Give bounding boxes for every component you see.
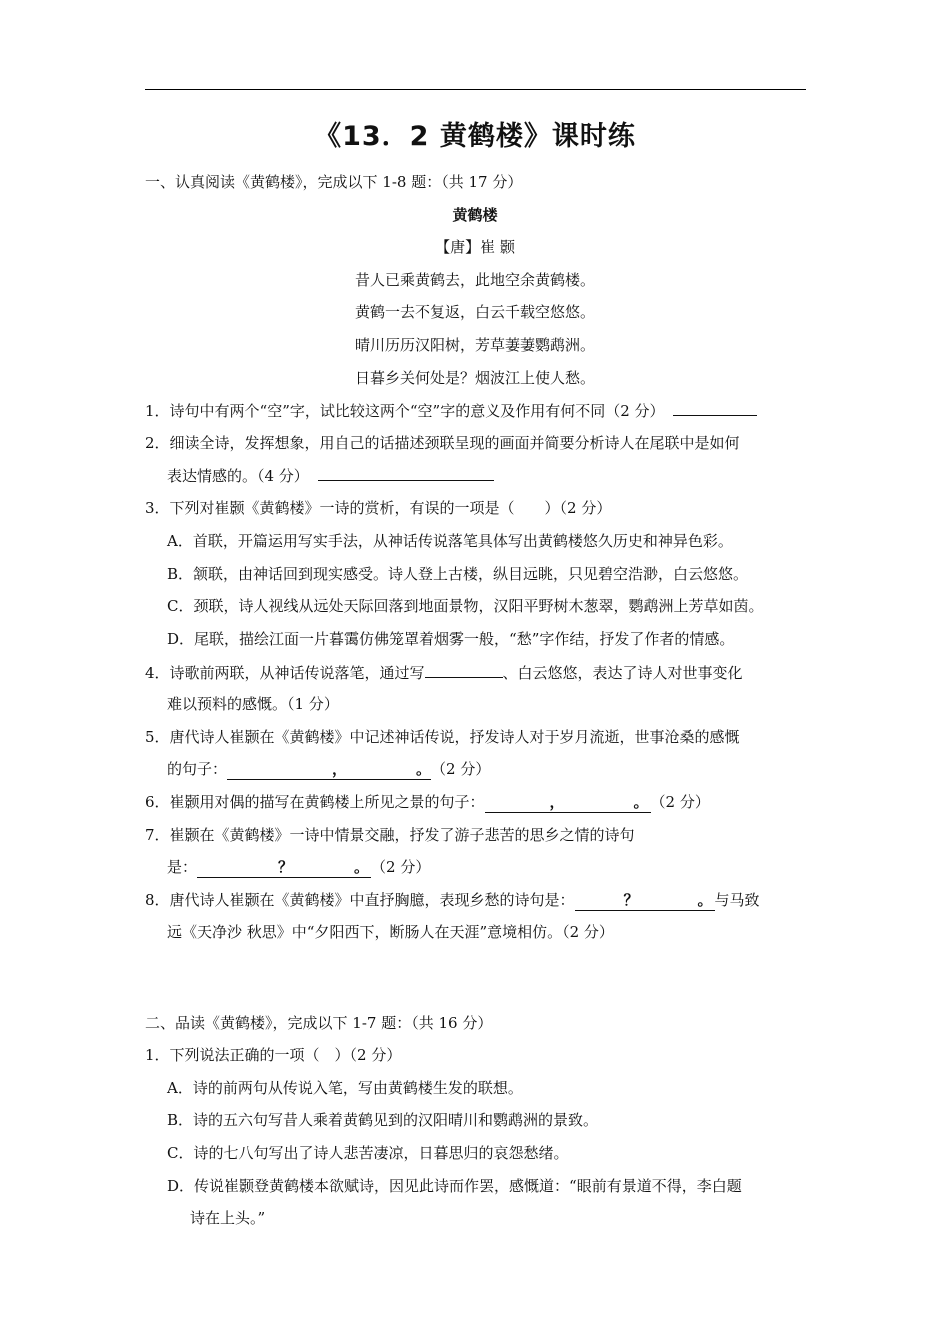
- answer-blank[interactable]: ， 。: [227, 759, 431, 780]
- poem-title: 黄鹤楼: [452, 206, 498, 224]
- question-6-text-a: 6．崔颢用对偶的描写在黄鹤楼上所见之景的句子：: [145, 793, 485, 811]
- answer-blank[interactable]: [318, 465, 494, 481]
- q3-option-b: B．颔联，由神话回到现实感受。诗人登上古楼，纵目远眺，只见碧空浩渺，白云悠悠。: [167, 565, 749, 583]
- poem-author: 【唐】崔 颢: [435, 238, 515, 256]
- section1-heading: 一、认真阅读《黄鹤楼》，完成以下 1-8 题：（共 17 分）: [145, 173, 523, 191]
- answer-blank[interactable]: ， 。: [485, 792, 651, 813]
- s2-q1-option-c: C．诗的七八句写出了诗人悲苦凄凉，日暮思归的哀怨愁绪。: [167, 1144, 569, 1162]
- s2-q1-option-a: A．诗的前两句从传说入笔，写由黄鹤楼生发的联想。: [167, 1079, 523, 1097]
- question-4-text-a: 4．诗歌前两联，从神话传说落笔，通过写: [145, 664, 425, 682]
- question-1: [145, 400, 757, 421]
- answer-blank[interactable]: ？ 。: [197, 857, 371, 878]
- question-8-line-1: [145, 890, 760, 911]
- poem-line-2: 黄鹤一去不复返，白云千载空悠悠。: [354, 303, 595, 321]
- question-7-text-a: 是：: [167, 858, 198, 876]
- question-8-line-2: 远《天净沙 秋思》中“夕阳西下，断肠人在天涯”意境相仿。（2 分）: [167, 923, 614, 941]
- question-8-text-a: 8．唐代诗人崔颢在《黄鹤楼》中直抒胸臆，表现乡愁的诗句是：: [145, 891, 575, 909]
- answer-blank[interactable]: ？ 。: [575, 890, 715, 911]
- s2-question-1: 1．下列说法正确的一项（ ）（2 分）: [145, 1046, 402, 1064]
- page-title: 《13．2 黄鹤楼》课时练: [314, 121, 636, 152]
- poem-line-1: 昔人已乘黄鹤去，此地空余黄鹤楼。: [354, 271, 595, 289]
- question-2-text: 表达情感的。（4 分）: [167, 467, 309, 485]
- question-6-text-b: （2 分）: [650, 793, 710, 811]
- s2-q1-option-d-cont: 诗在上头。”: [190, 1209, 266, 1227]
- header-rule: [145, 89, 806, 90]
- question-7-line-1: 7．崔颢在《黄鹤楼》一诗中情景交融，抒发了游子悲苦的思乡之情的诗句: [145, 826, 635, 844]
- s2-q1-option-d: D．传说崔颢登黄鹤楼本欲赋诗，因见此诗而作罢，感慨道：“眼前有景道不得，李白题: [167, 1177, 742, 1195]
- question-5-text-a: 的句子：: [167, 760, 228, 778]
- question-3: 3．下列对崔颢《黄鹤楼》一诗的赏析，有误的一项是（ ）（2 分）: [145, 499, 612, 517]
- q3-option-a: A．首联，开篇运用写实手法，从神话传说落笔具体写出黄鹤楼悠久历史和神异色彩。: [167, 532, 733, 550]
- question-4-line-2: 难以预料的感慨。（1 分）: [167, 695, 339, 713]
- question-5-text-b: （2 分）: [431, 760, 491, 778]
- q3-option-c: C．颈联，诗人视线从远处天际回落到地面景物，汉阳平野树木葱翠，鹦鹉洲上芳草如茵。: [167, 597, 764, 615]
- question-7-line-2: [167, 857, 430, 878]
- question-6: [145, 792, 710, 813]
- question-4-line-1: [145, 662, 743, 683]
- question-2-line-1: 2．细读全诗，发挥想象，用自己的话描述颈联呈现的画面并简要分析诗人在尾联中是如何: [145, 434, 740, 452]
- question-1-text: 1．诗句中有两个“空”字，试比较这两个“空”字的意义及作用有何不同（2 分）: [145, 402, 665, 420]
- poem-line-4: 日暮乡关何处是？烟波江上使人愁。: [354, 369, 595, 387]
- answer-blank[interactable]: [673, 400, 757, 416]
- question-8-text-b: 与马致: [714, 891, 760, 909]
- s2-q1-option-b: B．诗的五六句写昔人乘着黄鹤见到的汉阳晴川和鹦鹉洲的景致。: [167, 1111, 599, 1129]
- question-2-line-2: [167, 465, 494, 486]
- answer-blank[interactable]: [425, 662, 503, 678]
- question-7-text-b: （2 分）: [371, 858, 431, 876]
- q3-option-d: D．尾联，描绘江面一片暮霭仿佛笼罩着烟雾一般，“愁”字作结，抒发了作者的情感。: [167, 630, 735, 648]
- question-4-text-b: 、白云悠悠，表达了诗人对世事变化: [502, 664, 743, 682]
- poem-line-3: 晴川历历汉阳树，芳草萋萋鹦鹉洲。: [354, 336, 595, 354]
- question-5-line-1: 5．唐代诗人崔颢在《黄鹤楼》中记述神话传说，抒发诗人对于岁月流逝，世事沧桑的感慨: [145, 728, 740, 746]
- section2-heading: 二、品读《黄鹤楼》，完成以下 1-7 题：（共 16 分）: [145, 1014, 493, 1032]
- question-5-line-2: [167, 759, 490, 780]
